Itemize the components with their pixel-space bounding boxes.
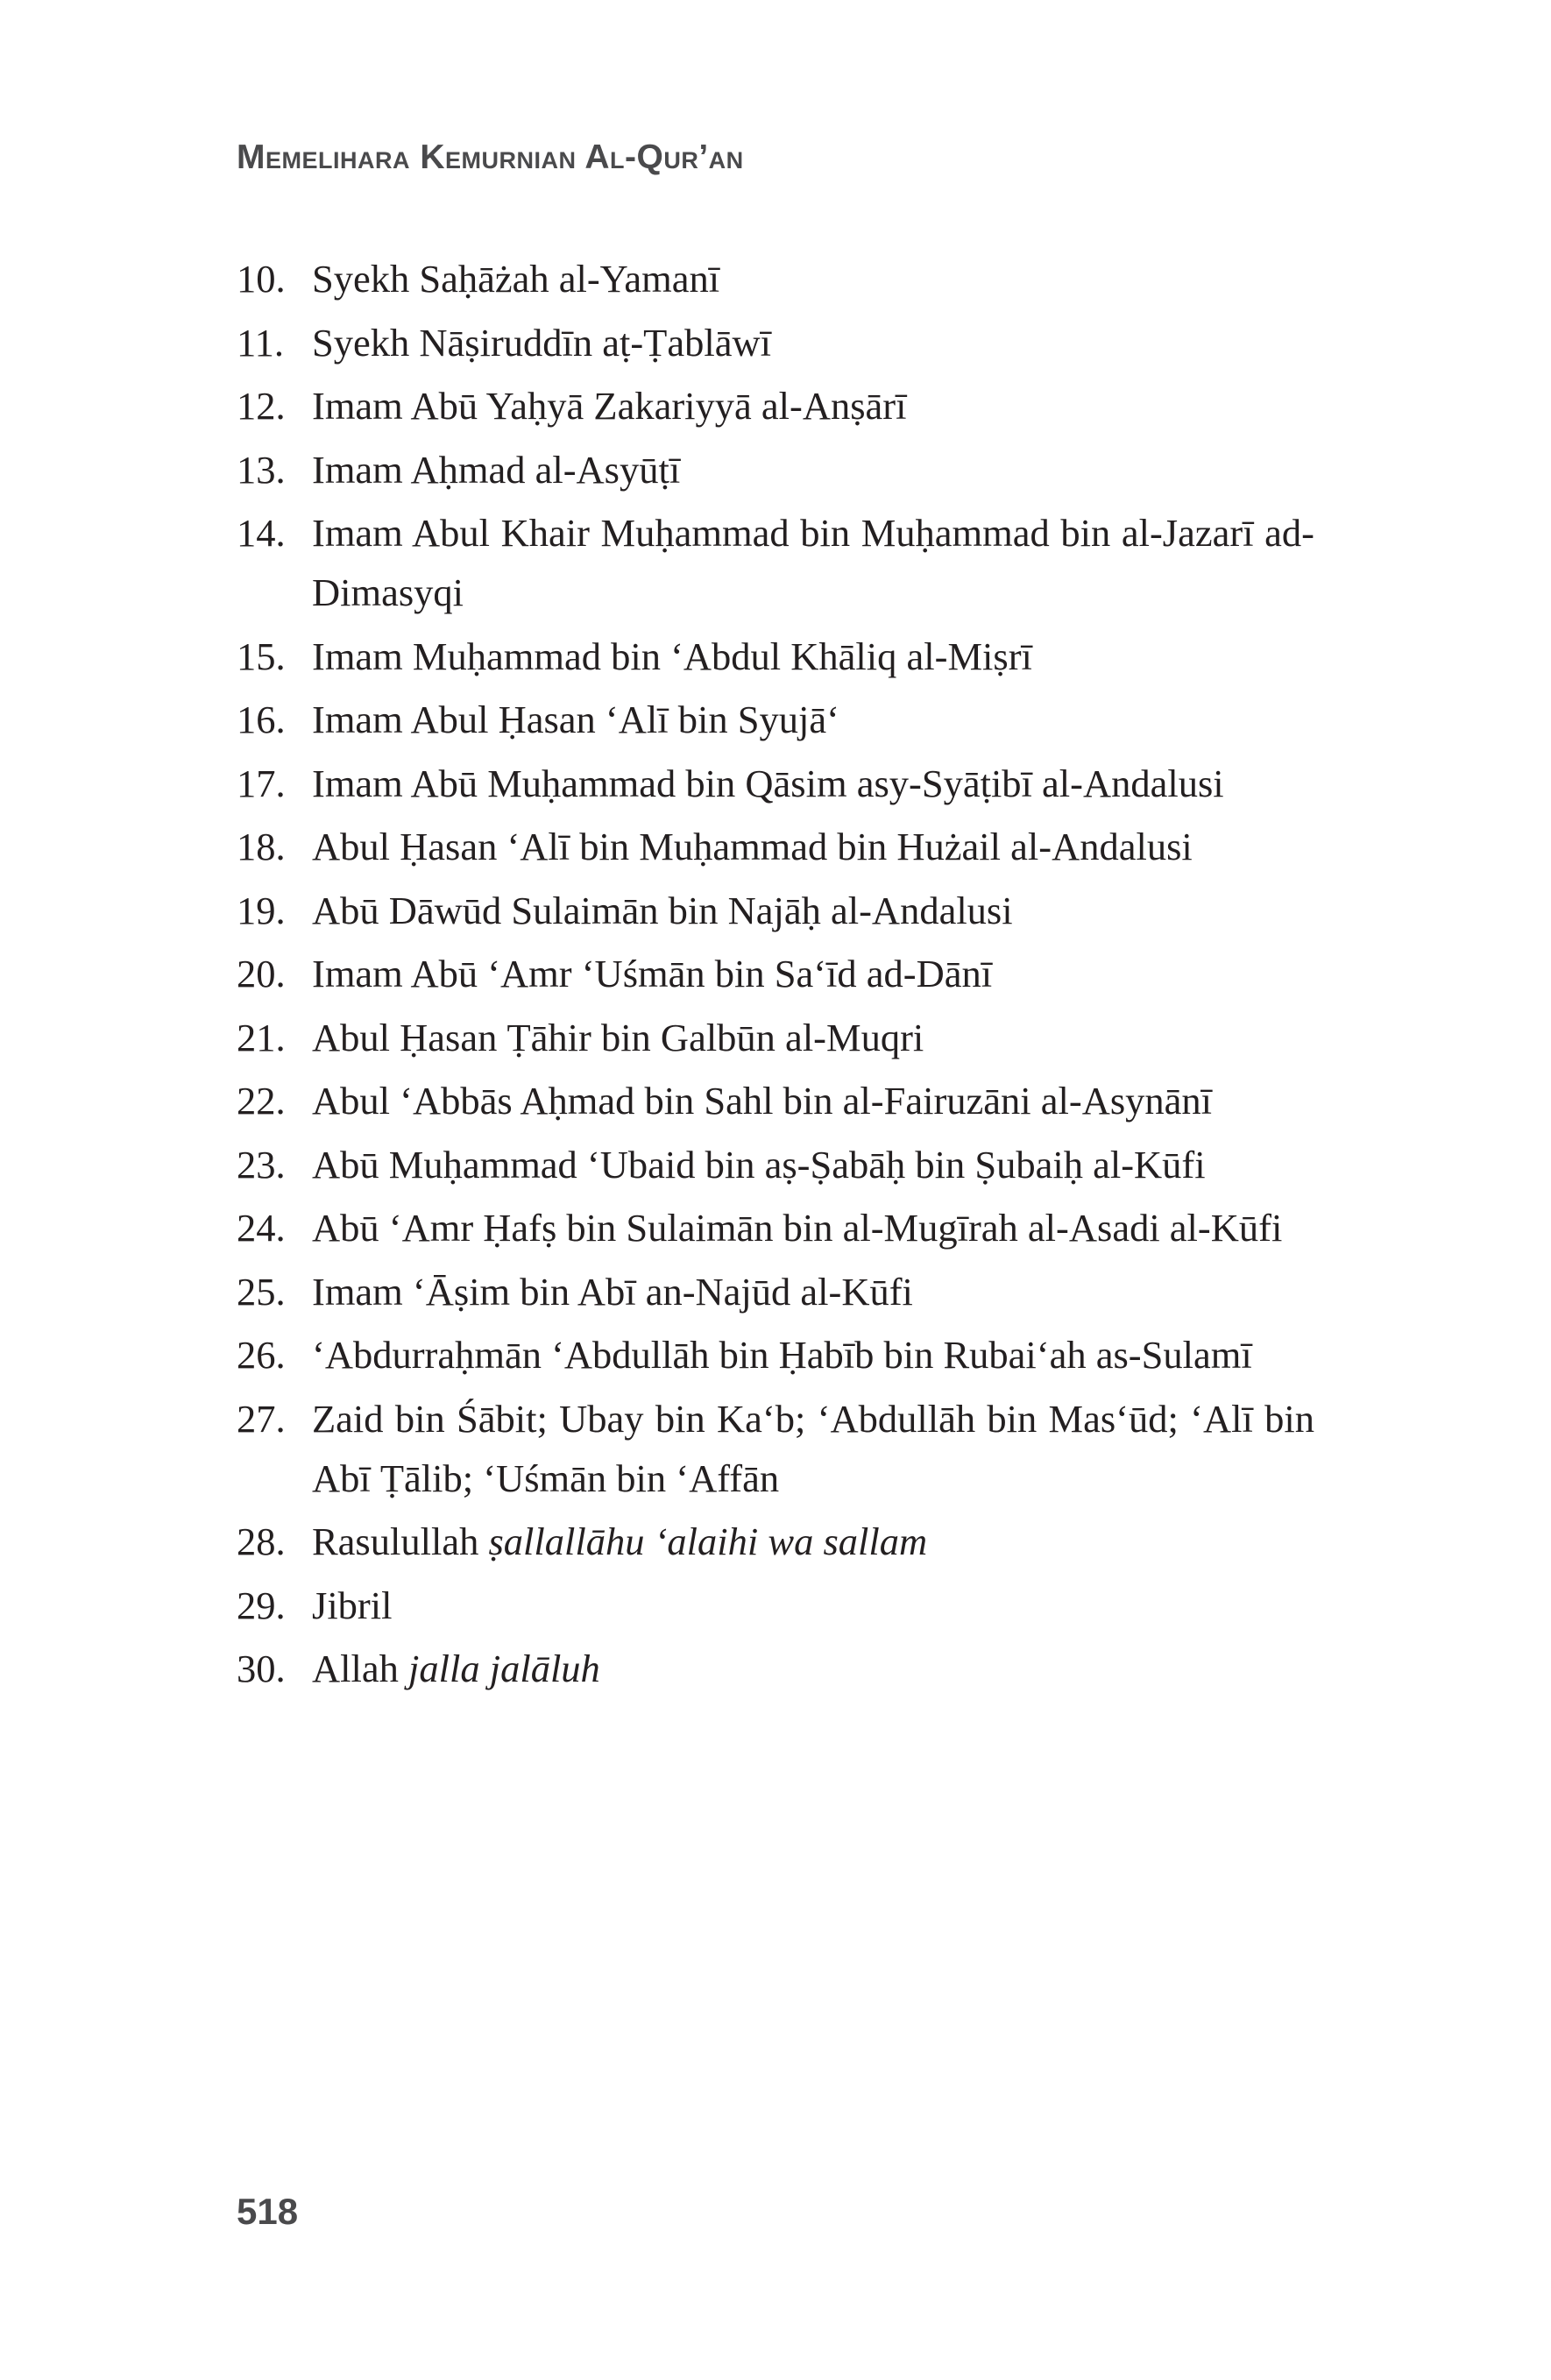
item-number: 15.: [237, 634, 286, 678]
item-text: Abū ‘Amr Ḥafṣ bin Sulaimān bin al-Mugīrah al-Asadi al-Kūfi: [312, 1206, 1283, 1250]
item-number: 24.: [237, 1206, 286, 1250]
item-number: 18.: [237, 825, 286, 868]
item-text: Imam Abul Khair Muḥammad bin Muḥammad bin al-Jazarī ad-Dimasyqi: [312, 511, 1314, 614]
item-text: Abū Muḥammad ‘Ubaid bin aṣ-Ṣabāḥ bin Ṣubaiḥ al-Kūfi: [312, 1142, 1206, 1186]
item-text: Syekh Saḥāżah al-Yamanī: [312, 257, 720, 301]
item-number: 26.: [237, 1333, 286, 1377]
list-item: [237, 1071, 1314, 1130]
item-number: 21.: [237, 1015, 286, 1059]
item-number: 23.: [237, 1142, 286, 1186]
list-item: [237, 754, 1314, 813]
item-text: Imam Abū Yaḥyā Zakariyyā al-Anṣārī: [312, 384, 907, 428]
item-number: 14.: [237, 511, 286, 555]
item-number: 13.: [237, 447, 286, 492]
item-text: Jibril: [312, 1583, 393, 1627]
list-item: [237, 1512, 1314, 1571]
list-item: [237, 1389, 1314, 1508]
item-number: 28.: [237, 1519, 286, 1563]
list-item: [237, 1325, 1314, 1385]
item-text: Abul Ḥasan Ṭāhir bin Galbūn al-Muqri: [312, 1015, 924, 1059]
item-italic-text: ṣallallāhu ‘alaihi wa sallam: [488, 1519, 928, 1563]
running-header: Memelihara Kemurnian Al-Qur’an: [237, 138, 744, 176]
list-item: [237, 817, 1314, 876]
list-item: [237, 690, 1314, 749]
list-item: [237, 376, 1314, 436]
item-number: 17.: [237, 761, 286, 805]
list-item: [237, 1576, 1314, 1635]
item-text: Imam Abū Muḥammad bin Qāsim asy-Syāṭibī al-Andalusi: [312, 761, 1224, 805]
list-item: [237, 503, 1314, 622]
page-number: 518: [237, 2191, 299, 2232]
item-number: 30.: [237, 1647, 286, 1690]
item-number: 16.: [237, 698, 286, 741]
list-item: [237, 1135, 1314, 1194]
list-item: [237, 881, 1314, 940]
list-item: [237, 249, 1314, 308]
item-italic-text: jalla jalāluh: [408, 1647, 600, 1690]
list-item: [237, 1198, 1314, 1257]
list-item: [237, 1262, 1314, 1321]
item-number: 27.: [237, 1396, 286, 1441]
item-text: Imam Abū ‘Amr ‘Uśmān bin Sa‘īd ad-Dānī: [312, 952, 993, 995]
list-item: [237, 1639, 1314, 1698]
item-number: 19.: [237, 888, 286, 932]
item-number: 11.: [237, 320, 284, 365]
list-item: [237, 627, 1314, 686]
chain-of-transmission-list: [237, 249, 1314, 1703]
list-item: [237, 313, 1314, 372]
item-number: 29.: [237, 1583, 286, 1627]
item-number: 25.: [237, 1269, 286, 1314]
item-text: Imam ‘Āṣim bin Abī an-Najūd al-Kūfi: [312, 1269, 913, 1314]
item-text: Zaid bin Śābit; Ubay bin Ka‘b; ‘Abdullāh bin Mas‘ūd; ‘Alī bin Abī Ṭālib; ‘Uśmān bin ‘Affān: [312, 1396, 1314, 1500]
list-item: [237, 440, 1314, 499]
item-text: Imam Aḥmad al-Asyūṭī: [312, 447, 681, 492]
item-text: Abū Dāwūd Sulaimān bin Najāḥ al-Andalusi: [312, 888, 1013, 932]
item-number: 22.: [237, 1079, 286, 1123]
item-text: Allah: [312, 1647, 399, 1690]
list-item: [237, 944, 1314, 1003]
item-text: Imam Muḥammad bin ‘Abdul Khāliq al-Miṣrī: [312, 634, 1032, 678]
item-text: Rasulullah: [312, 1519, 479, 1563]
item-number: 10.: [237, 257, 286, 301]
item-text: Syekh Nāṣiruddīn aṭ-Ṭablāwī: [312, 320, 771, 365]
item-number: 20.: [237, 952, 286, 995]
list-item: [237, 1008, 1314, 1067]
item-text: Abul ‘Abbās Aḥmad bin Sahl bin al-Fairuzāni al-Asynānī: [312, 1079, 1213, 1123]
item-text: Imam Abul Ḥasan ‘Alī bin Syujā‘: [312, 698, 839, 741]
item-number: 12.: [237, 384, 286, 428]
item-text: Abul Ḥasan ‘Alī bin Muḥammad bin Hużail al-Andalusi: [312, 825, 1193, 868]
item-text: ‘Abdurraḥmān ‘Abdullāh bin Ḥabīb bin Rubai‘ah as-Sulamī: [312, 1333, 1252, 1377]
